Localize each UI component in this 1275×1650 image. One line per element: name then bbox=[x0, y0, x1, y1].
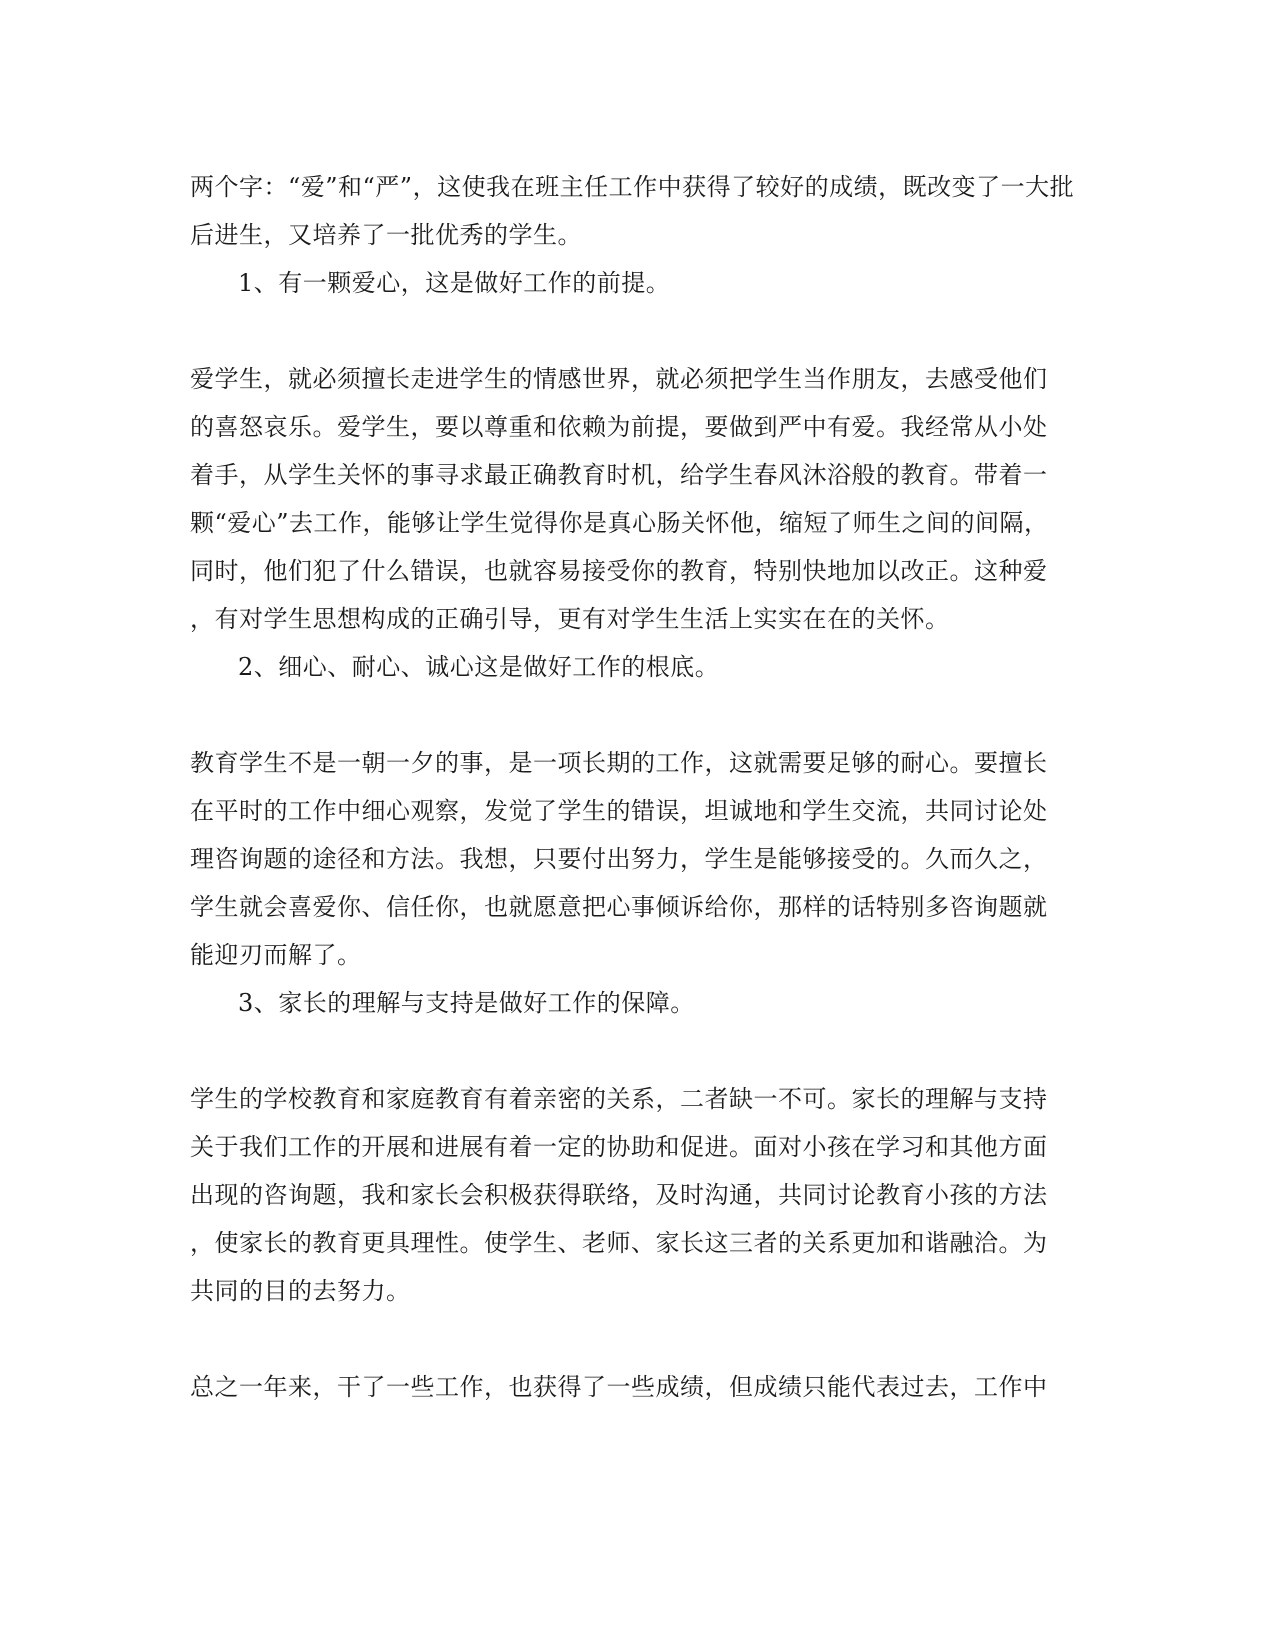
section-2-paragraph bbox=[190, 739, 1090, 979]
text-line: 两个字：“爱”和“严”，这使我在班主任工作中获得了较好的成绩，既改变了一大批 bbox=[190, 173, 1075, 201]
text-line: 共同的目的去努力。 bbox=[190, 1277, 411, 1305]
text-line: 理咨询题的途径和方法。我想，只要付出努力，学生是能够接受的。久而久之， bbox=[190, 845, 1048, 873]
blank-line bbox=[190, 307, 1090, 355]
conclusion-paragraph bbox=[190, 1363, 1090, 1411]
blank-line bbox=[190, 691, 1090, 739]
text-line: 爱学生，就必须擅长走进学生的情感世界，就必须把学生当作朋友，去感受他们 bbox=[190, 365, 1048, 393]
text-line: ，使家长的教育更具理性。使学生、老师、家长这三者的关系更加和谐融洽。为 bbox=[190, 1229, 1048, 1257]
text-line: 教育学生不是一朝一夕的事，是一项长期的工作，这就需要足够的耐心。要擅长 bbox=[190, 749, 1048, 777]
section-heading-1: 1、有一颗爱心，这是做好工作的前提。 bbox=[238, 269, 671, 297]
text-line: 的喜怒哀乐。爱学生，要以尊重和依赖为前提，要做到严中有爱。我经常从小处 bbox=[190, 413, 1048, 441]
document-body bbox=[190, 163, 1090, 1411]
section-1-paragraph bbox=[190, 355, 1090, 643]
blank-line bbox=[190, 1027, 1090, 1075]
text-line: 颗“爱心”去工作，能够让学生觉得你是真心肠关怀他，缩短了师生之间的间隔， bbox=[190, 509, 1049, 537]
text-line: 关于我们工作的开展和进展有着一定的协助和促进。面对小孩在学习和其他方面 bbox=[190, 1133, 1048, 1161]
text-line: 在平时的工作中细心观察，发觉了学生的错误，坦诚地和学生交流，共同讨论处 bbox=[190, 797, 1048, 825]
section-heading-2: 2、细心、耐心、诚心这是做好工作的根底。 bbox=[238, 653, 720, 681]
intro-paragraph bbox=[190, 163, 1090, 259]
text-line: 着手，从学生关怀的事寻求最正确教育时机，给学生春风沐浴般的教育。带着一 bbox=[190, 461, 1048, 489]
text-line: 出现的咨询题，我和家长会积极获得联络，及时沟通，共同讨论教育小孩的方法 bbox=[190, 1181, 1048, 1209]
text-line: 同时，他们犯了什么错误，也就容易接受你的教育，特别快地加以改正。这种爱 bbox=[190, 557, 1048, 585]
text-line: 后进生，又培养了一批优秀的学生。 bbox=[190, 221, 582, 249]
text-line: 学生就会喜爱你、信任你，也就愿意把心事倾诉给你，那样的话特别多咨询题就 bbox=[190, 893, 1048, 921]
text-line: 总之一年来，干了一些工作，也获得了一些成绩，但成绩只能代表过去，工作中 bbox=[190, 1373, 1048, 1401]
text-line: 学生的学校教育和家庭教育有着亲密的关系，二者缺一不可。家长的理解与支持 bbox=[190, 1085, 1048, 1113]
text-line: ，有对学生思想构成的正确引导，更有对学生生活上实实在在的关怀。 bbox=[190, 605, 950, 633]
section-3-paragraph bbox=[190, 1075, 1090, 1315]
section-heading-3: 3、家长的理解与支持是做好工作的保障。 bbox=[238, 989, 695, 1017]
text-line: 能迎刃而解了。 bbox=[190, 941, 362, 969]
blank-line bbox=[190, 1315, 1090, 1363]
